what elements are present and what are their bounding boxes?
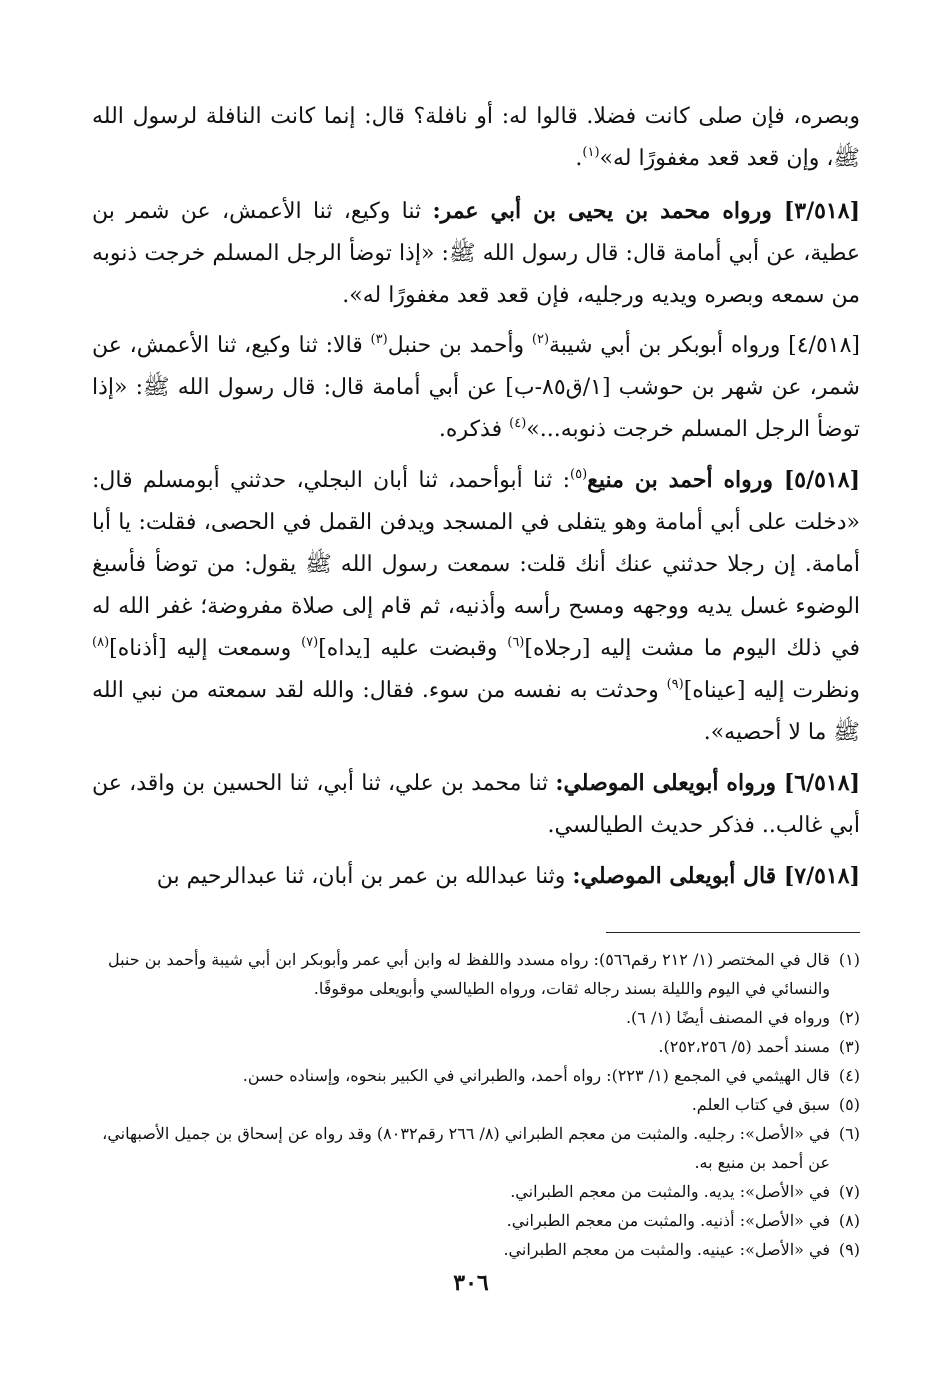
main-text (92, 96, 860, 898)
footnote-item (92, 1003, 860, 1032)
footnote-ref-8[interactable]: (٨) (92, 635, 110, 650)
paragraph-text: وسمعت إليه [أذناه] (109, 636, 302, 661)
footnote-item (92, 1235, 860, 1264)
paragraph-518-7 (92, 855, 860, 898)
paragraph-text: فذكره. (438, 417, 510, 442)
footnote-ref-9[interactable]: (٩) (666, 677, 684, 692)
footnote-text: قال الهيثمي في المجمع (١/ ٢٢٣): رواه أحمد، والطبراني في الكبير بنحوه، وإسناده حسن. (242, 1066, 830, 1085)
footnote-ref-6[interactable]: (٦) (507, 635, 525, 650)
paragraph-text: ثنا محمد بن علي، ثنا أبي، ثنا الحسين بن واقد، عن أبي غالب.. فذكر حديث الطيالسي. (92, 771, 860, 838)
footnote-item (92, 1177, 860, 1206)
paragraph-continuation (92, 96, 860, 180)
footnote-item (92, 1119, 860, 1177)
footnote-number: (٩) (838, 1240, 860, 1259)
footnote-number: (٧) (838, 1182, 860, 1201)
paragraph-518-5 (92, 459, 860, 754)
paragraph-518-6 (92, 762, 860, 847)
footnote-text: ورواه في المصنف أيضًا (١/ ٦). (625, 1008, 830, 1027)
hadith-reference: [٣/٥١٨] ورواه محمد بن يحيى بن أبي عمر: (432, 198, 860, 224)
paragraph-518-3 (92, 190, 860, 317)
paragraph-text: وثنا عبدالله بن عمر بن أبان، ثنا عبدالرحيم بن (156, 864, 573, 889)
hadith-reference: [٧/٥١٨] قال أبويعلى الموصلي: (572, 863, 860, 889)
footnote-ref-7[interactable]: (٧) (301, 635, 319, 650)
footnote-number: (٦) (838, 1124, 860, 1143)
footnote-item (92, 1090, 860, 1119)
footnote-ref-1[interactable]: (١) (582, 145, 600, 160)
footnote-text: مسند أحمد (٥/ ٢٥٢،٢٥٦). (658, 1037, 830, 1056)
paragraph-text: وبصره، فإن صلى كانت فضلا. قالوا له: أو نافلة؟ قال: إنما كانت النافلة لرسول الله ﷺ، وإن قعد قعد مغفورًا له» (92, 104, 860, 171)
paragraph-text: : ثنا أبوأحمد، ثنا أبان البجلي، حدثني أبومسلم قال: «دخلت على أبي أمامة وهو يتفلى في المسجد ويدفن القمل في الحصى، فقلت: يا أبا أمامة. إن رجلا حدثني عنك أنك قلت: سمعت رسول الله ﷺ يقول: من توضأ فأسبغ الوضوء غسل يديه ووجهه ومسح رأسه وأذنيه، ثم قام إلى صلاة مفروضة؛ غفر الله له في ذلك اليوم ما مشت إليه [رجلاه] (92, 468, 860, 661)
footnote-ref-2[interactable]: (٢) (531, 332, 550, 347)
footnote-divider (606, 932, 860, 933)
hadith-reference: [٦/٥١٨] ورواه أبويعلى الموصلي: (555, 770, 860, 796)
footnote-item (92, 1032, 860, 1061)
footnote-item (92, 1206, 860, 1235)
footnote-text: في «الأصل»: يديه. والمثبت من معجم الطبراني. (510, 1182, 830, 1201)
footnote-number: (٢) (838, 1008, 860, 1027)
page-number: ٣٠٦ (453, 1270, 489, 1296)
footnotes (92, 945, 860, 1264)
footnote-number: (٨) (838, 1211, 860, 1230)
paragraph-text: وحدثت به نفسه من سوء. فقال: والله لقد سمعته من نبي الله ﷺ ما لا أحصيه». (92, 678, 860, 745)
paragraph-tail: . (575, 146, 583, 171)
paragraph-text: وأحمد بن حنبل (387, 333, 532, 358)
footnote-text: في «الأصل»: عينيه. والمثبت من معجم الطبراني. (503, 1240, 830, 1259)
footnote-text: قال في المختصر (١/ ٢١٢ رقم٥٦٦): رواه مسدد واللفظ له وابن أبي عمر وأبوبكر ابن أبي شيبة وأحمد بن حنبل والنسائي في اليوم والليلة بسند رجاله ثقات، ورواه الطيالسي وأبويعلى موقوفًا. (107, 950, 830, 998)
footnote-number: (٥) (838, 1095, 860, 1114)
footnote-number: (٣) (838, 1037, 860, 1056)
paragraph-text: ثنا وكيع، ثنا الأعمش، عن شمر بن عطية، عن أبي أمامة قال: قال رسول الله ﷺ: «إذا توضأ الرجل المسلم خرجت ذنوبه من سمعه وبصره ويديه ورجليه، فإن قعد قعد مغفورًا له». (92, 199, 860, 308)
footnote-text: في «الأصل»: رجليه. والمثبت من معجم الطبراني (٨/ ٢٦٦ رقم٨٠٣٢) وقد رواه عن إسحاق بن جميل الأصبهاني، عن أحمد بن منيع به. (102, 1124, 830, 1172)
footnote-ref-3[interactable]: (٣) (370, 332, 388, 347)
footnote-text: سبق في كتاب العلم. (691, 1095, 830, 1114)
footnote-ref-5[interactable]: (٥) (570, 467, 588, 482)
hadith-reference: [٤/٥١٨] (788, 333, 861, 358)
footnote-item (92, 945, 860, 1003)
paragraph-text: ورواه أبوبكر بن أبي شيبة (549, 333, 789, 358)
paragraph-text: وقبضت عليه [يداه] (318, 636, 508, 661)
paragraph-518-4 (92, 325, 860, 451)
footnote-ref-4[interactable]: (٤) (509, 416, 527, 431)
footnote-number: (٤) (838, 1066, 860, 1085)
paragraph-text: ونظرت إليه [عيناه] (683, 678, 860, 703)
footnote-number: (١) (838, 950, 860, 969)
footnote-text: في «الأصل»: أذنيه. والمثبت من معجم الطبراني. (506, 1211, 830, 1230)
hadith-reference: [٥/٥١٨] ورواه أحمد بن منيع (587, 467, 860, 493)
footnote-item (92, 1061, 860, 1090)
paragraph-text: قالا: ثنا وكيع، ثنا الأعمش، عن شمر، عن شهر بن حوشب [١/ق٨٥-ب] عن أبي أمامة قال: قال رسول الله ﷺ: «إذا توضأ الرجل المسلم خرجت ذنوبه...» (92, 333, 860, 442)
